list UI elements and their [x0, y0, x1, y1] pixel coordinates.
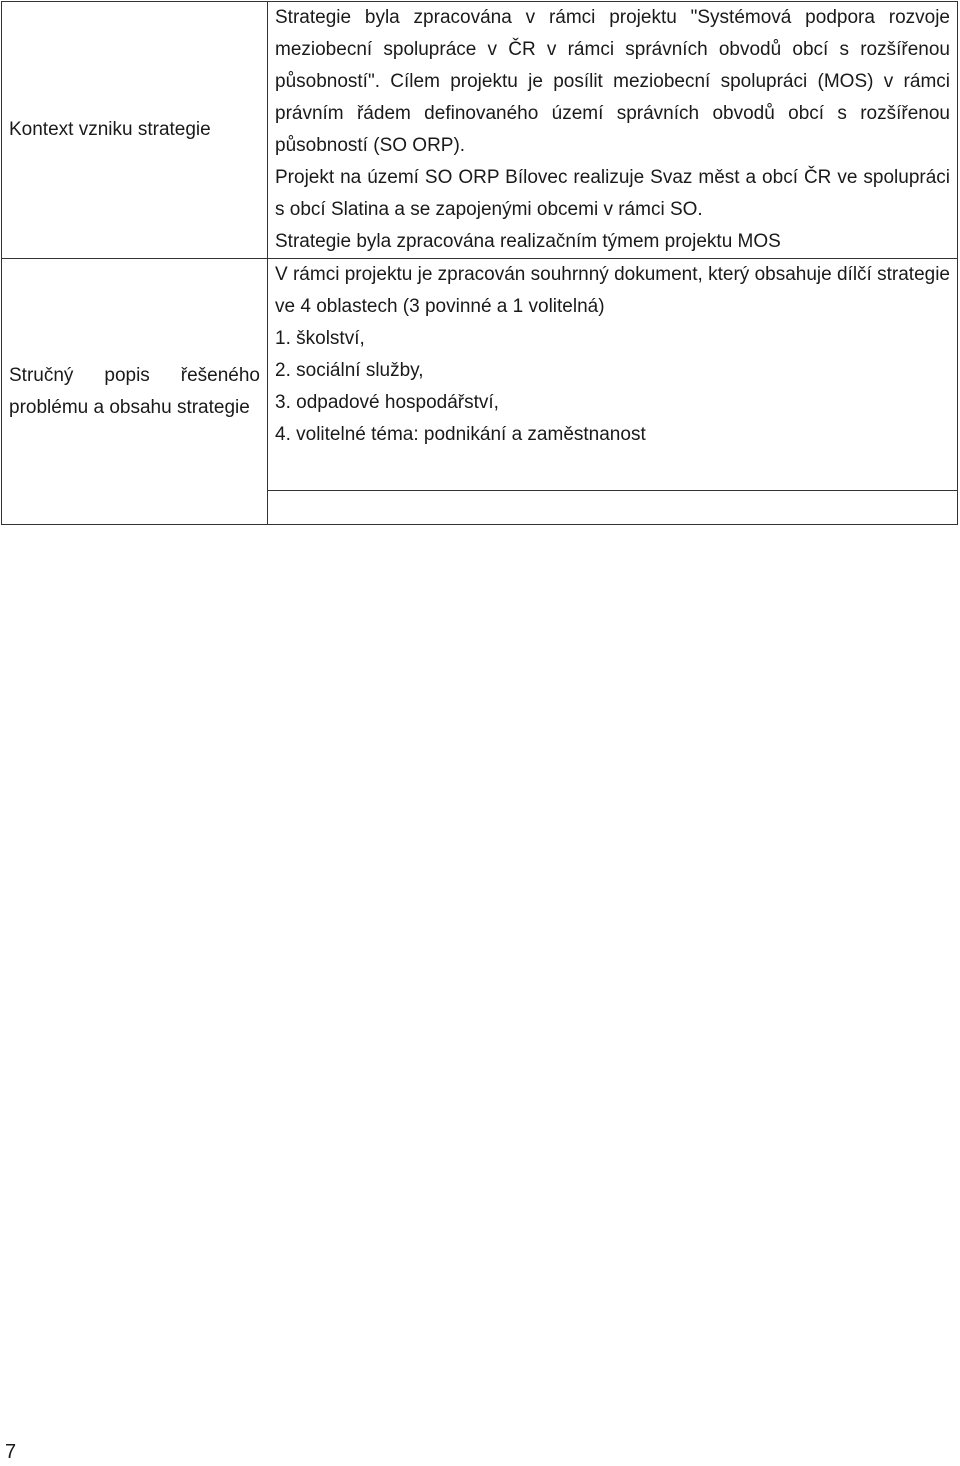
- list-item: 4. volitelné téma: podnikání a zaměstnanost: [275, 424, 646, 445]
- page-number: 7: [5, 1441, 17, 1463]
- context-paragraph-3: Strategie byla zpracována realizačním týmem projektu MOS: [275, 231, 781, 252]
- empty-cell: [268, 491, 958, 525]
- context-paragraph-2: Projekt na území SO ORP Bílovec realizuje Svaz měst a obcí ČR ve spolupráci s obcí Slatina a se zapojenými obcemi v rámci SO.: [275, 167, 950, 220]
- description-intro: V rámci projektu je zpracován souhrnný dokument, který obsahuje dílčí strategie ve 4 oblastech (3 povinné a 1 volitelná): [275, 264, 950, 317]
- list-item: 2. sociální služby,: [275, 360, 424, 381]
- list-item: 1. školství,: [275, 328, 365, 349]
- list-item: 3. odpadové hospodářství,: [275, 392, 499, 413]
- row-content-description: [268, 259, 958, 491]
- context-paragraph-1: Strategie byla zpracována v rámci projektu "Systémová podpora rozvoje meziobecní spolupráce v ČR v rámci správních obvodů obcí s rozšířenou působností". Cílem projektu je posílit meziobecní spolupráci (MOS) v rámci právním řádem definovaného území správních obvodů obcí s rozšířenou působností (SO ORP).: [275, 7, 950, 156]
- table-row-description: [2, 259, 958, 491]
- table-row-context: [2, 2, 958, 259]
- row-label-context: Kontext vzniku strategie: [2, 2, 268, 259]
- row-content-context: [268, 2, 958, 259]
- strategy-table: [1, 1, 958, 525]
- row-label-description: Stručný popis řešeného problému a obsahu strategie: [2, 259, 268, 525]
